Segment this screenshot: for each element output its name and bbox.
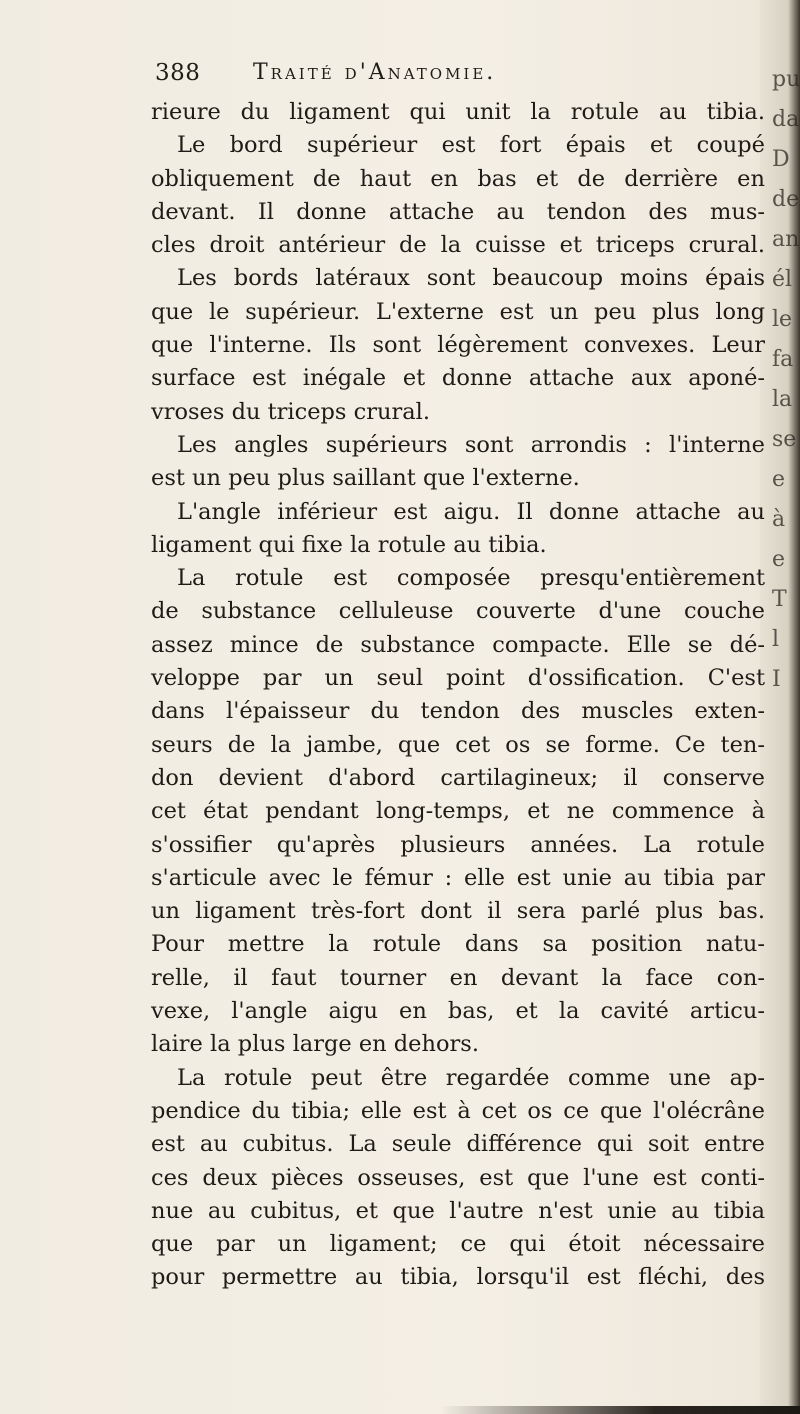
- text-line: La rotule est composée presqu'entièrement: [177, 565, 765, 592]
- text-line: devant. Il donne attache au tendon des mus-: [151, 198, 765, 225]
- margin-fragment: la: [772, 387, 793, 412]
- margin-fragment: da: [772, 107, 800, 132]
- text-line: La rotule peut être regardée comme une ap-: [177, 1064, 765, 1091]
- margin-fragment: le: [772, 307, 793, 332]
- text-line: cles droit antérieur de la cuisse et triceps crural.: [151, 232, 765, 259]
- text-line: est au cubitus. La seule différence qui soit entre: [151, 1131, 765, 1158]
- text-line: assez mince de substance compacte. Elle se dé-: [151, 631, 765, 658]
- text-line: ligament qui fixe la rotule au tibia.: [151, 531, 547, 558]
- text-line: s'articule avec le fémur : elle est unie au tibia par: [151, 864, 765, 891]
- margin-fragment: I: [772, 667, 781, 692]
- text-line: L'angle inférieur est aigu. Il donne attache au: [177, 498, 765, 525]
- margin-fragment: de: [772, 187, 800, 212]
- text-line: dans l'épaisseur du tendon des muscles exten-: [151, 698, 765, 725]
- text-line: Pour mettre la rotule dans sa position natu-: [151, 931, 765, 958]
- text-line: seurs de la jambe, que cet os se forme. Ce ten-: [151, 731, 765, 758]
- page-number: 388: [155, 60, 201, 86]
- text-line: vroses du triceps crural.: [151, 398, 430, 425]
- margin-fragment: à: [772, 507, 786, 532]
- text-line: laire la plus large en dehors.: [151, 1031, 479, 1058]
- margin-fragment: an: [772, 227, 800, 252]
- text-line: pendice du tibia; elle est à cet os ce que l'olécrâne: [151, 1097, 765, 1124]
- text-line: que le supérieur. L'externe est un peu plus long: [151, 298, 765, 325]
- margin-fragment: pu: [772, 67, 800, 92]
- text-line: que l'interne. Ils sont légèrement convexes. Leur: [151, 332, 765, 359]
- text-line: rieure du ligament qui unit la rotule au tibia.: [151, 99, 765, 125]
- text-line: Les bords latéraux sont beaucoup moins épais: [177, 265, 765, 292]
- text-line: veloppe par un seul point d'ossification. C'est: [151, 665, 765, 692]
- running-header: [155, 60, 755, 96]
- text-line: de substance celluleuse couverte d'une couche: [151, 598, 765, 625]
- text-line: ces deux pièces osseuses, est que l'une est conti-: [151, 1164, 765, 1191]
- text-line: Les angles supérieurs sont arrondis : l'interne: [177, 431, 765, 458]
- text-line: obliquement de haut en bas et de derrière en: [151, 165, 765, 192]
- margin-fragment: T: [772, 587, 787, 612]
- text-line: surface est inégale et donne attache aux aponé-: [151, 365, 765, 392]
- margin-fragment: fa: [772, 347, 794, 372]
- margin-fragment: se: [772, 427, 797, 452]
- text-line: est un peu plus saillant que l'externe.: [151, 465, 580, 492]
- running-title: Traité d'Anatomie.: [253, 60, 497, 85]
- text-line: s'ossifier qu'après plusieurs années. La rotule: [151, 831, 765, 858]
- margin-fragment: e: [772, 467, 786, 492]
- margin-fragment: e: [772, 547, 786, 572]
- text-line: don devient d'abord cartilagineux; il conserve: [151, 764, 765, 791]
- margin-fragment: él: [772, 267, 793, 292]
- text-line: que par un ligament; ce qui étoit nécessaire: [151, 1231, 765, 1258]
- text-line: relle, il faut tourner en devant la face con-: [151, 964, 765, 991]
- text-line: un ligament très-fort dont il sera parlé plus bas.: [151, 898, 765, 925]
- text-line: pour permettre au tibia, lorsqu'il est fléchi, des: [151, 1264, 765, 1291]
- margin-fragment: D: [772, 147, 790, 172]
- body-text: [151, 96, 765, 1295]
- text-line: Le bord supérieur est fort épais et coupé: [177, 132, 765, 159]
- text-line: nue au cubitus, et que l'autre n'est unie au tibia: [151, 1197, 765, 1224]
- text-line: vexe, l'angle aigu en bas, et la cavité articu-: [151, 998, 765, 1025]
- facing-page-text-fragments: [772, 60, 800, 700]
- page-bottom-shadow: [440, 1406, 800, 1414]
- margin-fragment: l: [772, 627, 780, 652]
- text-line: cet état pendant long-temps, et ne commence à: [151, 798, 765, 825]
